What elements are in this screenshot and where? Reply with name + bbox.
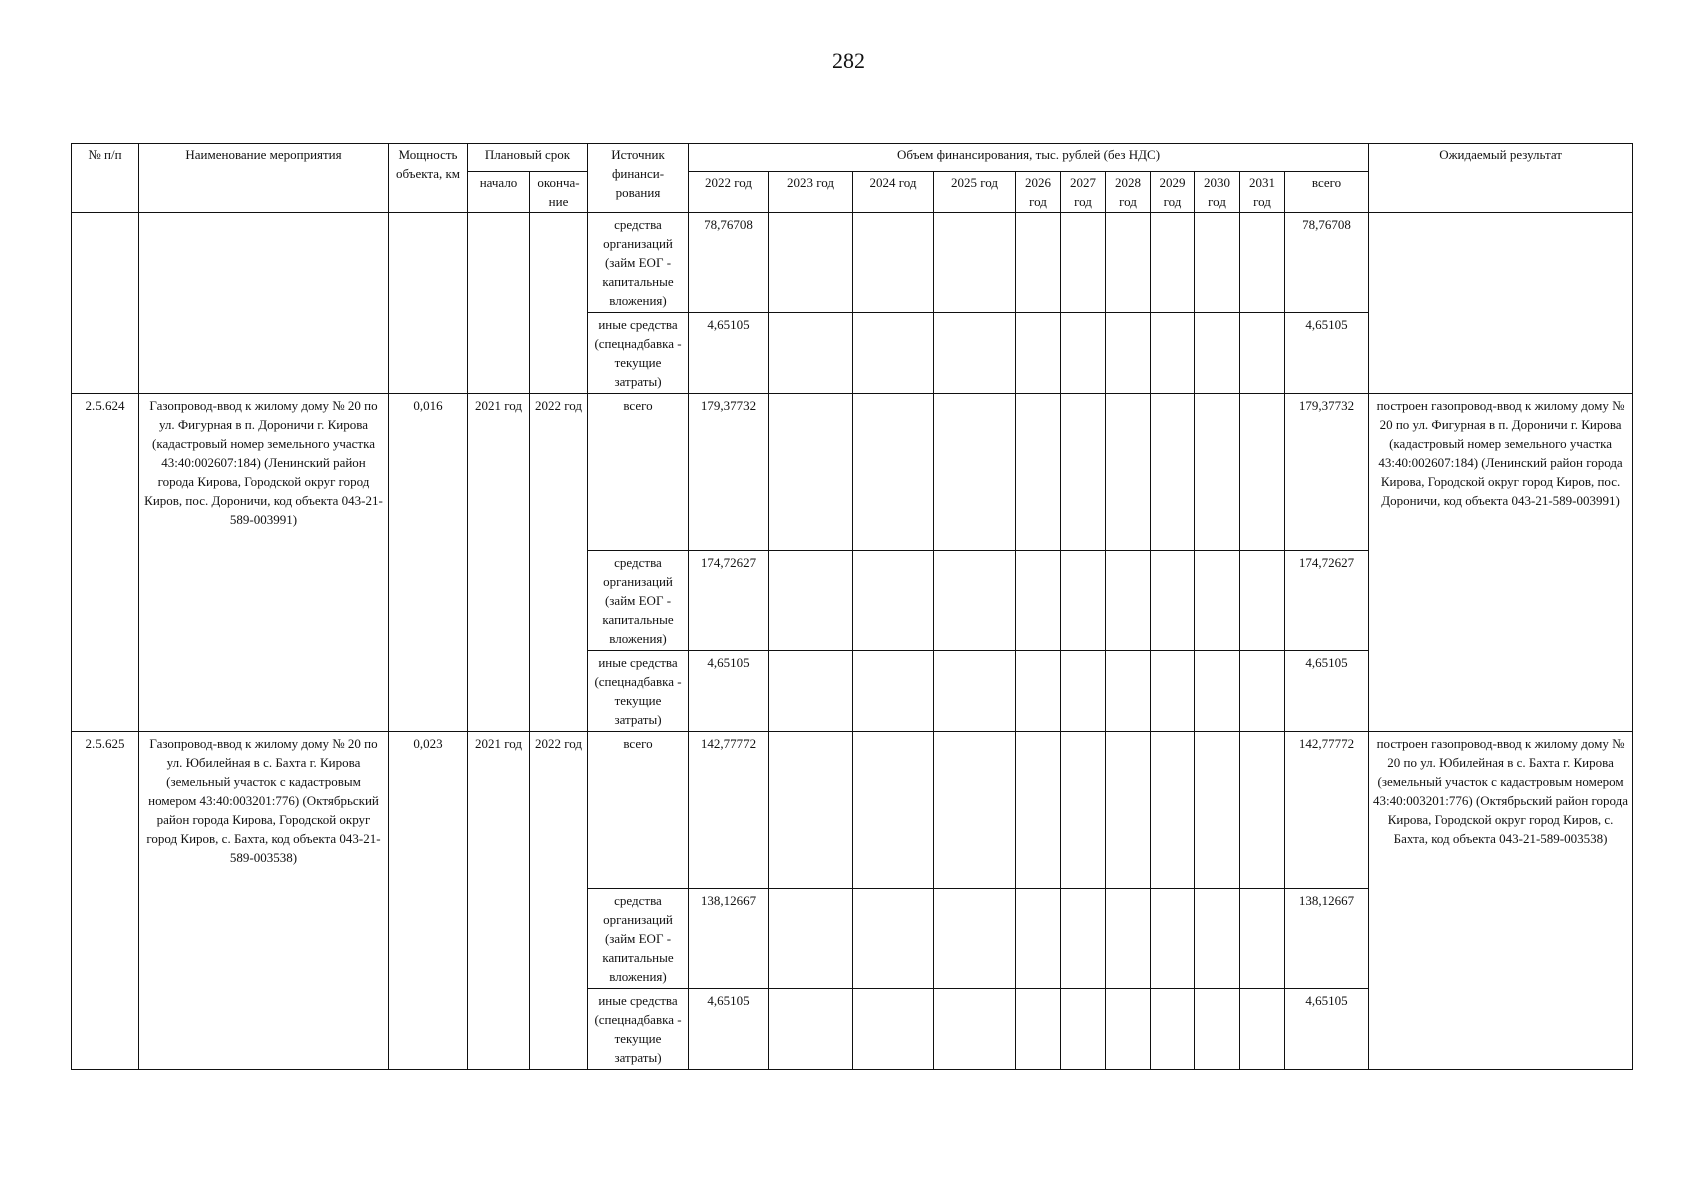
cell-result: построен газопровод-ввод к жилому дому № 20 по ул. Юбилейная в с. Бахта г. Кирова (земельный участок с кадастровым номером 43:40:003201:776) (Октябрьский район города Кирова, Городской округ город Киров, с. Бахта, код объекта 043-21-589-003538) [1369,732,1633,1070]
header-number: № п/п [72,144,139,213]
header-year: 2030 год [1195,172,1240,213]
cell-source: средства организаций (займ ЕОГ - капитальные вложения) [588,213,689,313]
cell-source: иные средства (спецнадбавка - текущие затраты) [588,651,689,732]
header-year: 2022 год [689,172,769,213]
cell-power: 0,016 [389,394,468,732]
cell-source: иные средства (спецнадбавка - текущие затраты) [588,313,689,394]
header-term-start: начало [468,172,530,213]
cell-total: 78,76708 [1285,213,1369,313]
cell-2022: 174,72627 [689,551,769,651]
cell-source: иные средства (спецнадбавка - текущие затраты) [588,989,689,1070]
header-volume: Объем финансирования, тыс. рублей (без НДС) [689,144,1369,172]
cell-number: 2.5.624 [72,394,139,732]
cell-end: 2022 год [530,394,588,732]
header-year: 2024 год [853,172,934,213]
header-year: 2027 год [1061,172,1106,213]
header-year: 2026 год [1016,172,1061,213]
table-row [72,732,1633,889]
cell-power: 0,023 [389,732,468,1070]
cell-name: Газопровод-ввод к жилому дому № 20 по ул. Фигурная в п. Дороничи г. Кирова (кадастровый номер земельного участка 43:40:002607:184) (Ленинский район города Кирова, Городской округ город Киров, пос. Дороничи, код объекта 043-21-589-003991) [139,394,389,732]
cell-total: 138,12667 [1285,889,1369,989]
cell-result [1369,213,1633,394]
cell-source: всего [588,732,689,889]
header-term-end: оконча-ние [530,172,588,213]
cell-source: средства организаций (займ ЕОГ - капитальные вложения) [588,551,689,651]
cell-2022: 78,76708 [689,213,769,313]
cell-start [468,213,530,394]
header-year: 2031 год [1240,172,1285,213]
cell-2022: 4,65105 [689,651,769,732]
table-row [72,213,1633,313]
header-term: Плановый срок [468,144,588,172]
table-row [72,394,1633,551]
cell-start: 2021 год [468,394,530,732]
cell-start: 2021 год [468,732,530,1070]
financing-table [71,143,1633,1070]
cell-2022: 4,65105 [689,313,769,394]
cell-2022: 179,37732 [689,394,769,551]
cell-source: всего [588,394,689,551]
header-name: Наименование мероприятия [139,144,389,213]
cell-result: построен газопровод-ввод к жилому дому № 20 по ул. Фигурная в п. Дороничи г. Кирова (кадастровый номер земельного участка 43:40:002607:184) (Ленинский район города Кирова, Городской округ город Киров, пос. Дороничи, код объекта 043-21-589-003991) [1369,394,1633,732]
header-total: всего [1285,172,1369,213]
header-source: Источник финанси-рования [588,144,689,213]
cell-total: 4,65105 [1285,989,1369,1070]
cell-total: 179,37732 [1285,394,1369,551]
header-power: Мощность объекта, км [389,144,468,213]
cell-name [139,213,389,394]
cell-2022: 4,65105 [689,989,769,1070]
cell-total: 4,65105 [1285,651,1369,732]
cell-number [72,213,139,394]
cell-2022: 138,12667 [689,889,769,989]
cell-number: 2.5.625 [72,732,139,1070]
header-result: Ожидаемый результат [1369,144,1633,213]
cell-total: 4,65105 [1285,313,1369,394]
header-year: 2028 год [1106,172,1151,213]
cell-end: 2022 год [530,732,588,1070]
cell-name: Газопровод-ввод к жилому дому № 20 по ул. Юбилейная в с. Бахта г. Кирова (земельный участок с кадастровым номером 43:40:003201:776) (Октябрьский район города Кирова, Городской округ город Киров, с. Бахта, код объекта 043-21-589-003538) [139,732,389,1070]
cell-power [389,213,468,394]
header-year: 2025 год [934,172,1016,213]
cell-source: средства организаций (займ ЕОГ - капитальные вложения) [588,889,689,989]
page-number: 282 [832,48,865,73]
cell-end [530,213,588,394]
header-year: 2029 год [1151,172,1195,213]
cell-total: 174,72627 [1285,551,1369,651]
cell-total: 142,77772 [1285,732,1369,889]
cell-2022: 142,77772 [689,732,769,889]
header-year: 2023 год [769,172,853,213]
